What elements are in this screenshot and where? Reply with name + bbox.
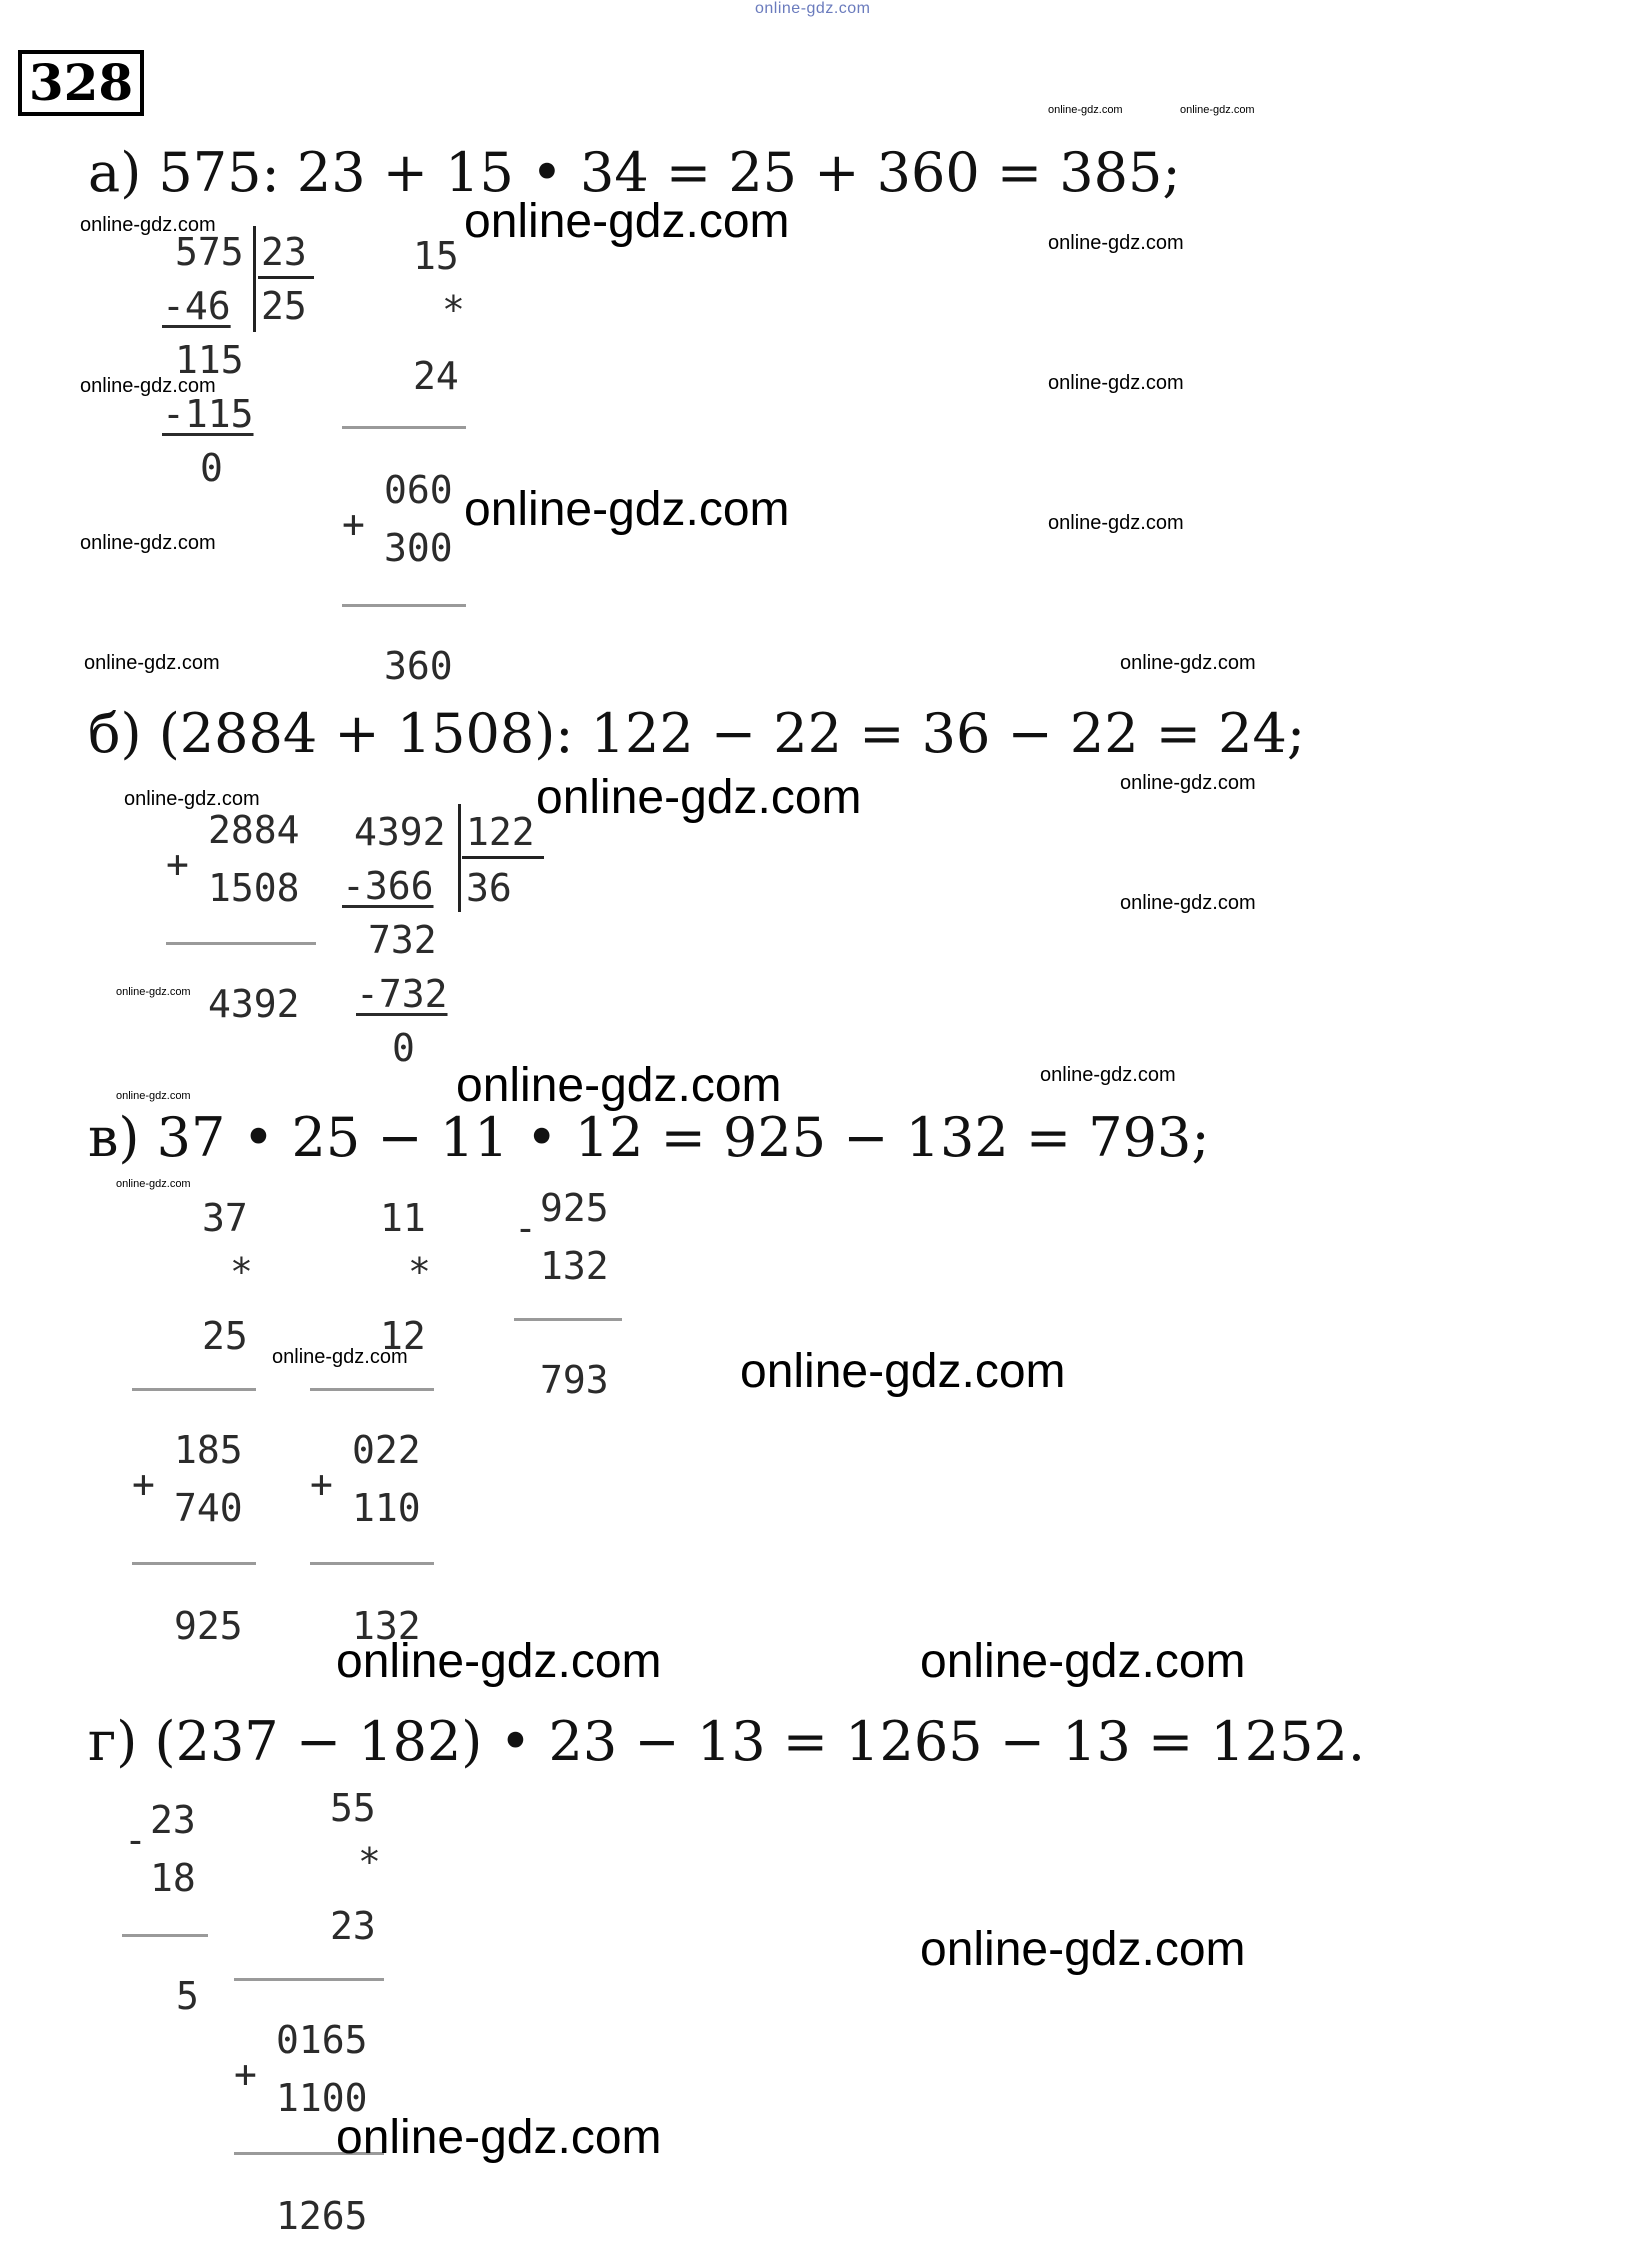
- watermark: online-gdz.com: [272, 1346, 408, 1368]
- b-div-sub1: -366: [342, 864, 434, 908]
- c-mul1-line2: [132, 1562, 256, 1565]
- watermark: online-gdz.com: [80, 214, 216, 236]
- watermark: online-gdz.com: [116, 986, 191, 998]
- d-mul-p2: 1100: [276, 2076, 368, 2120]
- d-mul-p1: 0165: [276, 2018, 368, 2062]
- b-add-result: 4392: [208, 982, 300, 1026]
- watermark: online-gdz.com: [1180, 104, 1255, 116]
- watermark: online-gdz.com: [80, 375, 216, 397]
- watermark: online-gdz.com: [1120, 892, 1256, 914]
- watermark: online-gdz.com: [920, 1635, 1246, 1688]
- equation-a: а) 575: 23 + 15 • 34 = 25 + 360 = 385;: [88, 141, 1181, 204]
- a-mul-plus: +: [342, 502, 365, 546]
- a-div-rem1: 115: [175, 338, 244, 382]
- c-mul2-bottom: 12: [380, 1314, 426, 1358]
- c-mul2-p2: 110: [352, 1486, 421, 1530]
- watermark: online-gdz.com: [84, 652, 220, 674]
- b-add-bottom: 1508: [208, 866, 300, 910]
- d-sub-top: 23: [150, 1798, 196, 1842]
- watermark: online-gdz.com: [1120, 772, 1256, 794]
- d-mul-result: 1265: [276, 2194, 368, 2238]
- c-mul2-result: 132: [352, 1604, 421, 1648]
- d-mul-line1: [234, 1978, 384, 1981]
- a-mul-line2: [342, 604, 466, 607]
- a-div-sub1: -46: [162, 284, 231, 328]
- d-mul-plus: +: [234, 2052, 257, 2096]
- c-mul1-p1: 185: [174, 1428, 243, 1472]
- watermark: online-gdz.com: [1048, 372, 1184, 394]
- c-mul1-op: *: [230, 1250, 253, 1294]
- equation-c: в) 37 • 25 − 11 • 12 = 925 − 132 = 793;: [88, 1106, 1210, 1169]
- watermark: online-gdz.com: [1048, 232, 1184, 254]
- problem-number-box: [18, 50, 144, 116]
- c-sub-result: 793: [540, 1358, 609, 1402]
- watermark: online-gdz.com: [336, 1635, 662, 1688]
- b-add-top: 2884: [208, 808, 300, 852]
- d-mul-op: *: [358, 1840, 381, 1884]
- b-div-rem1: 732: [368, 918, 437, 962]
- c-sub-line: [514, 1318, 622, 1321]
- watermark: online-gdz.com: [920, 1923, 1246, 1976]
- a-div-divider: [253, 226, 256, 332]
- c-sub-top: 925: [540, 1186, 609, 1230]
- watermark: online-gdz.com: [464, 195, 790, 248]
- watermark: online-gdz.com: [740, 1345, 1066, 1398]
- d-mul-bottom: 23: [330, 1904, 376, 1948]
- watermark: online-gdz.com: [116, 1090, 191, 1102]
- b-div-quotient: 36: [466, 866, 512, 910]
- watermark: online-gdz.com: [80, 532, 216, 554]
- c-mul1-top: 37: [202, 1196, 248, 1240]
- b-div-rem2: 0: [392, 1026, 415, 1070]
- d-sub-minus: -: [124, 1818, 147, 1862]
- watermark: online-gdz.com: [1048, 512, 1184, 534]
- watermark: online-gdz.com: [1120, 652, 1256, 674]
- b-div-dividend: 4392: [354, 810, 446, 854]
- c-sub-minus: -: [514, 1206, 537, 1250]
- watermark: online-gdz.com: [124, 788, 260, 810]
- a-div-divisor: 23: [261, 230, 307, 274]
- c-mul2-line1: [310, 1388, 434, 1391]
- c-mul1-p2: 740: [174, 1486, 243, 1530]
- b-add-line: [166, 942, 316, 945]
- c-mul2-top: 11: [380, 1196, 426, 1240]
- c-mul2-plus: +: [310, 1462, 333, 1506]
- d-sub-bottom: 18: [150, 1856, 196, 1900]
- c-mul1-line1: [132, 1388, 256, 1391]
- watermark: online-gdz.com: [116, 1178, 191, 1190]
- a-div-rem2: 0: [200, 446, 223, 490]
- b-div-divisor: 122: [466, 810, 535, 854]
- watermark: online-gdz.com: [1048, 104, 1123, 116]
- c-mul1-plus: +: [132, 1462, 155, 1506]
- equation-b: б) (2884 + 1508): 122 − 22 = 36 − 22 = 24;: [88, 702, 1306, 765]
- watermark: online-gdz.com: [464, 483, 790, 536]
- a-div-divisor-line: [258, 276, 314, 279]
- a-mul-top: 15: [413, 234, 459, 278]
- d-mul-top: 55: [330, 1786, 376, 1830]
- a-div-dividend: 575: [175, 230, 244, 274]
- b-div-divider: [458, 804, 461, 912]
- c-mul2-op: *: [408, 1250, 431, 1294]
- watermark-top: online-gdz.com: [755, 0, 871, 17]
- a-mul-line1: [342, 426, 466, 429]
- watermark: online-gdz.com: [536, 771, 862, 824]
- c-mul1-bottom: 25: [202, 1314, 248, 1358]
- a-mul-bottom: 24: [413, 354, 459, 398]
- problem-number: 328: [28, 53, 134, 112]
- a-div-sub2: -115: [162, 392, 254, 436]
- a-mul-op: *: [442, 288, 465, 332]
- watermark: online-gdz.com: [456, 1059, 782, 1112]
- equation-d: г) (237 − 182) • 23 − 13 = 1265 − 13 = 1252.: [88, 1710, 1366, 1773]
- a-mul-p1: 060: [384, 468, 453, 512]
- a-div-quotient: 25: [261, 284, 307, 328]
- d-sub-result: 5: [176, 1974, 199, 2018]
- a-mul-result: 360: [384, 644, 453, 688]
- b-add-plus: +: [166, 842, 189, 886]
- d-sub-line: [122, 1934, 208, 1937]
- a-mul-p2: 300: [384, 526, 453, 570]
- watermark: online-gdz.com: [1040, 1064, 1176, 1086]
- b-div-divisor-line: [462, 856, 544, 859]
- c-mul1-result: 925: [174, 1604, 243, 1648]
- b-div-sub2: -732: [356, 972, 448, 1016]
- c-mul2-p1: 022: [352, 1428, 421, 1472]
- c-sub-bottom: 132: [540, 1244, 609, 1288]
- c-mul2-line2: [310, 1562, 434, 1565]
- watermark: online-gdz.com: [336, 2111, 662, 2164]
